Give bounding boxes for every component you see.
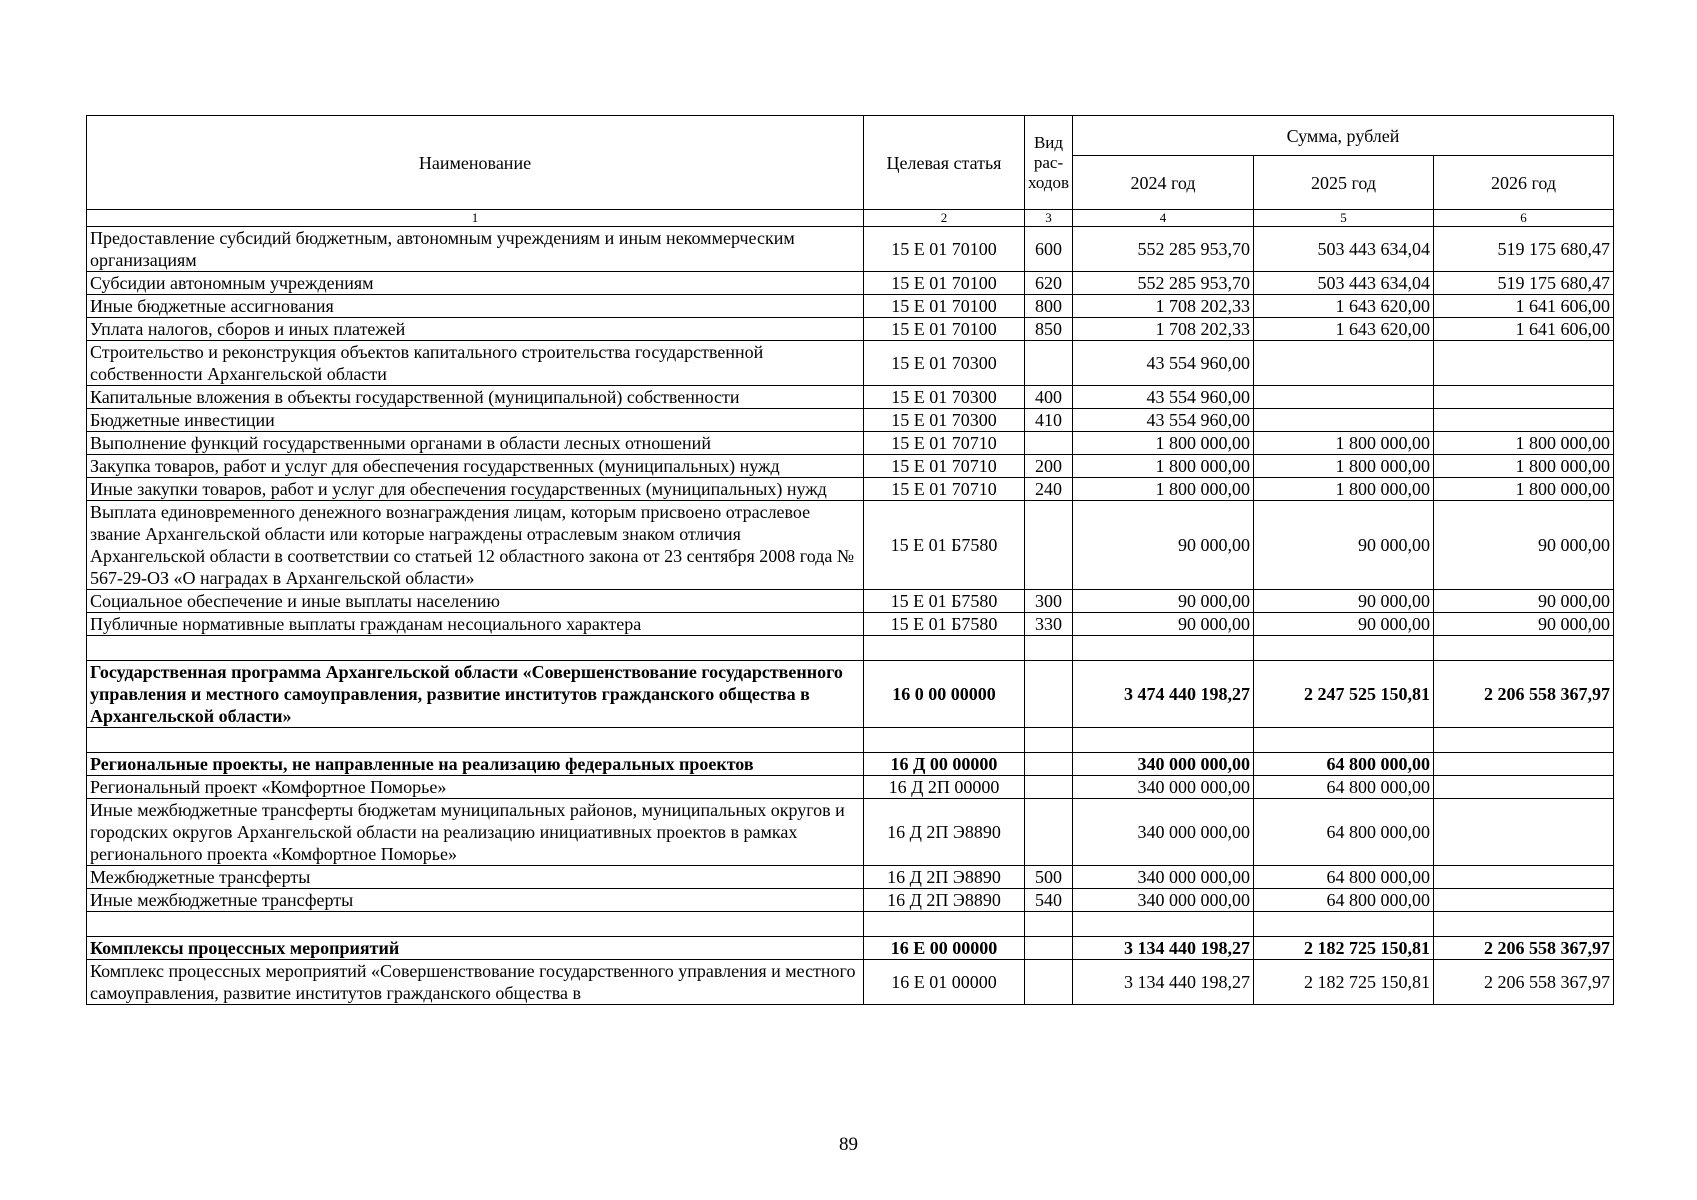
header-year-2024: 2024 год (1073, 156, 1254, 210)
row-sum-2024: 552 285 953,70 (1073, 272, 1254, 295)
row-sum-2025 (1254, 341, 1434, 386)
empty-cell (87, 912, 864, 937)
row-sum-2024: 90 000,00 (1073, 501, 1254, 590)
column-number: 1 (87, 210, 864, 227)
row-sum-2024: 340 000 000,00 (1073, 866, 1254, 889)
row-sum-2026: 519 175 680,47 (1434, 272, 1614, 295)
row-sum-2026: 1 800 000,00 (1434, 455, 1614, 478)
table-row (87, 866, 1614, 889)
row-sum-2024: 90 000,00 (1073, 590, 1254, 613)
row-sum-2026: 90 000,00 (1434, 590, 1614, 613)
row-sum-2024: 90 000,00 (1073, 613, 1254, 636)
row-name: Комплексы процессных мероприятий (87, 937, 864, 960)
row-target-article: 16 Е 01 00000 (864, 960, 1025, 1005)
row-target-article: 15 Е 01 70300 (864, 409, 1025, 432)
table-row (87, 272, 1614, 295)
empty-cell (864, 728, 1025, 753)
table-row (87, 799, 1614, 866)
row-expense-type (1025, 960, 1073, 1005)
column-number: 2 (864, 210, 1025, 227)
row-expense-type (1025, 799, 1073, 866)
row-target-article: 15 Е 01 70100 (864, 227, 1025, 272)
table-row (87, 590, 1614, 613)
row-sum-2024: 340 000 000,00 (1073, 799, 1254, 866)
table-row (87, 937, 1614, 960)
row-expense-type: 620 (1025, 272, 1073, 295)
budget-table (86, 115, 1614, 1005)
header-target-article: Целевая статья (864, 116, 1025, 210)
row-expense-type (1025, 661, 1073, 728)
table-row (87, 753, 1614, 776)
row-sum-2025 (1254, 386, 1434, 409)
table-row (87, 409, 1614, 432)
table-row (87, 501, 1614, 590)
row-expense-type: 500 (1025, 866, 1073, 889)
row-target-article: 16 0 00 00000 (864, 661, 1025, 728)
empty-cell (1025, 912, 1073, 937)
row-expense-type: 300 (1025, 590, 1073, 613)
row-sum-2026 (1434, 753, 1614, 776)
empty-cell (87, 636, 864, 661)
row-sum-2026: 1 641 606,00 (1434, 295, 1614, 318)
header-expense-type: Вид рас-ходов (1025, 116, 1073, 210)
row-target-article: 15 Е 01 70100 (864, 295, 1025, 318)
row-expense-type (1025, 501, 1073, 590)
row-target-article: 15 Е 01 70100 (864, 272, 1025, 295)
row-target-article: 15 Е 01 70300 (864, 386, 1025, 409)
row-sum-2024: 3 474 440 198,27 (1073, 661, 1254, 728)
row-name: Строительство и реконструкция объектов капитального строительства государственной собственности Архангельской области (87, 341, 864, 386)
row-sum-2025: 503 443 634,04 (1254, 227, 1434, 272)
row-name: Публичные нормативные выплаты гражданам несоциального характера (87, 613, 864, 636)
row-sum-2026: 2 206 558 367,97 (1434, 661, 1614, 728)
row-sum-2025: 1 800 000,00 (1254, 432, 1434, 455)
row-target-article: 15 Е 01 70710 (864, 432, 1025, 455)
table-row (87, 341, 1614, 386)
row-target-article: 15 Е 01 70710 (864, 455, 1025, 478)
table-row (87, 889, 1614, 912)
row-sum-2026: 2 206 558 367,97 (1434, 960, 1614, 1005)
row-target-article: 16 Д 2П 00000 (864, 776, 1025, 799)
row-name: Уплата налогов, сборов и иных платежей (87, 318, 864, 341)
row-expense-type: 330 (1025, 613, 1073, 636)
row-sum-2025: 503 443 634,04 (1254, 272, 1434, 295)
row-expense-type: 200 (1025, 455, 1073, 478)
blank-row (87, 912, 1614, 937)
row-sum-2025: 1 800 000,00 (1254, 455, 1434, 478)
row-target-article: 15 Е 01 70710 (864, 478, 1025, 501)
row-sum-2024: 43 554 960,00 (1073, 386, 1254, 409)
empty-cell (864, 912, 1025, 937)
row-expense-type: 800 (1025, 295, 1073, 318)
row-sum-2025: 90 000,00 (1254, 613, 1434, 636)
table-row (87, 776, 1614, 799)
empty-cell (1073, 728, 1254, 753)
row-sum-2024: 3 134 440 198,27 (1073, 960, 1254, 1005)
row-name: Государственная программа Архангельской области «Совершенствование государственного управления и местного самоуправления, развитие институтов гражданского общества в Архангельской области» (87, 661, 864, 728)
empty-cell (1025, 728, 1073, 753)
row-sum-2026 (1434, 776, 1614, 799)
column-number: 3 (1025, 210, 1073, 227)
table-row (87, 295, 1614, 318)
row-target-article: 15 Е 01 Б7580 (864, 613, 1025, 636)
row-sum-2024: 3 134 440 198,27 (1073, 937, 1254, 960)
row-sum-2026: 2 206 558 367,97 (1434, 937, 1614, 960)
row-sum-2025 (1254, 409, 1434, 432)
row-sum-2026 (1434, 889, 1614, 912)
empty-cell (1073, 912, 1254, 937)
row-name: Капитальные вложения в объекты государственной (муниципальной) собственности (87, 386, 864, 409)
row-target-article: 16 Д 2П Э8890 (864, 799, 1025, 866)
row-sum-2025: 64 800 000,00 (1254, 776, 1434, 799)
row-name: Иные закупки товаров, работ и услуг для обеспечения государственных (муниципальных) нужд (87, 478, 864, 501)
row-target-article: 16 Д 2П Э8890 (864, 866, 1025, 889)
table-row (87, 455, 1614, 478)
empty-cell (864, 636, 1025, 661)
row-sum-2025: 90 000,00 (1254, 590, 1434, 613)
row-name: Бюджетные инвестиции (87, 409, 864, 432)
row-target-article: 15 Е 01 70100 (864, 318, 1025, 341)
row-name: Выплата единовременного денежного вознаграждения лицам, которым присвоено отраслевое звание Архангельской области или которые награждены отраслевым знаком отличия Архангельской области в соответствии со статьей 12 областного закона от 23 сентября 2008 года № 567-29-ОЗ «О наградах в Архангельской области» (87, 501, 864, 590)
row-sum-2025: 1 800 000,00 (1254, 478, 1434, 501)
row-sum-2025: 64 800 000,00 (1254, 799, 1434, 866)
row-sum-2026: 90 000,00 (1434, 613, 1614, 636)
column-number: 4 (1073, 210, 1254, 227)
row-expense-type (1025, 341, 1073, 386)
empty-cell (1254, 912, 1434, 937)
row-name: Иные межбюджетные трансферты бюджетам муниципальных районов, муниципальных округов и городских округов Архангельской области на реализацию инициативных проектов в рамках регионального проекта «Комфортное Поморье» (87, 799, 864, 866)
row-name: Иные межбюджетные трансферты (87, 889, 864, 912)
table-row (87, 478, 1614, 501)
empty-cell (1434, 636, 1614, 661)
row-sum-2026: 1 800 000,00 (1434, 432, 1614, 455)
row-name: Выполнение функций государственными органами в области лесных отношений (87, 432, 864, 455)
row-name: Социальное обеспечение и иные выплаты населению (87, 590, 864, 613)
header-year-2026: 2026 год (1434, 156, 1614, 210)
row-target-article: 16 Д 00 00000 (864, 753, 1025, 776)
row-sum-2025: 2 182 725 150,81 (1254, 960, 1434, 1005)
empty-cell (87, 728, 864, 753)
empty-cell (1073, 636, 1254, 661)
row-name: Иные бюджетные ассигнования (87, 295, 864, 318)
row-sum-2026 (1434, 386, 1614, 409)
table-row (87, 318, 1614, 341)
row-sum-2025: 64 800 000,00 (1254, 889, 1434, 912)
row-expense-type: 240 (1025, 478, 1073, 501)
empty-cell (1025, 636, 1073, 661)
row-target-article: 15 Е 01 Б7580 (864, 590, 1025, 613)
row-sum-2025: 2 247 525 150,81 (1254, 661, 1434, 728)
table-row (87, 432, 1614, 455)
row-expense-type: 410 (1025, 409, 1073, 432)
empty-cell (1434, 912, 1614, 937)
row-name: Предоставление субсидий бюджетным, автономным учреждениям и иным некоммерческим организациям (87, 227, 864, 272)
row-sum-2024: 1 800 000,00 (1073, 432, 1254, 455)
row-target-article: 15 Е 01 Б7580 (864, 501, 1025, 590)
table-row (87, 227, 1614, 272)
empty-cell (1254, 728, 1434, 753)
row-sum-2024: 340 000 000,00 (1073, 776, 1254, 799)
page-number: 89 (839, 1134, 858, 1155)
table-row (87, 960, 1614, 1005)
row-sum-2026: 519 175 680,47 (1434, 227, 1614, 272)
empty-cell (1254, 636, 1434, 661)
row-expense-type: 540 (1025, 889, 1073, 912)
row-expense-type (1025, 776, 1073, 799)
row-name: Комплекс процессных мероприятий «Совершенствование государственного управления и местного самоуправления, развитие институтов гражданского общества в (87, 960, 864, 1005)
row-sum-2026: 1 641 606,00 (1434, 318, 1614, 341)
row-sum-2026 (1434, 409, 1614, 432)
row-sum-2024: 552 285 953,70 (1073, 227, 1254, 272)
row-sum-2026: 1 800 000,00 (1434, 478, 1614, 501)
row-expense-type: 600 (1025, 227, 1073, 272)
table-body (87, 227, 1614, 1005)
row-sum-2024: 1 800 000,00 (1073, 478, 1254, 501)
row-target-article: 16 Д 2П Э8890 (864, 889, 1025, 912)
row-expense-type (1025, 937, 1073, 960)
header-sum: Сумма, рублей (1073, 116, 1614, 156)
row-name: Региональный проект «Комфортное Поморье» (87, 776, 864, 799)
row-sum-2025: 1 643 620,00 (1254, 318, 1434, 341)
row-sum-2024: 340 000 000,00 (1073, 889, 1254, 912)
row-sum-2026 (1434, 866, 1614, 889)
row-target-article: 16 Е 00 00000 (864, 937, 1025, 960)
empty-cell (1434, 728, 1614, 753)
row-sum-2026 (1434, 799, 1614, 866)
row-sum-2024: 43 554 960,00 (1073, 341, 1254, 386)
row-sum-2025: 64 800 000,00 (1254, 753, 1434, 776)
row-sum-2024: 43 554 960,00 (1073, 409, 1254, 432)
row-expense-type (1025, 432, 1073, 455)
row-name: Закупка товаров, работ и услуг для обеспечения государственных (муниципальных) нужд (87, 455, 864, 478)
row-expense-type (1025, 753, 1073, 776)
row-name: Субсидии автономным учреждениям (87, 272, 864, 295)
row-sum-2025: 1 643 620,00 (1254, 295, 1434, 318)
blank-row (87, 636, 1614, 661)
row-sum-2024: 340 000 000,00 (1073, 753, 1254, 776)
row-sum-2026 (1434, 341, 1614, 386)
table-row (87, 613, 1614, 636)
header-name: Наименование (87, 116, 864, 210)
column-number: 6 (1434, 210, 1614, 227)
row-sum-2024: 1 800 000,00 (1073, 455, 1254, 478)
row-sum-2025: 90 000,00 (1254, 501, 1434, 590)
row-expense-type: 850 (1025, 318, 1073, 341)
header-year-2025: 2025 год (1254, 156, 1434, 210)
row-sum-2024: 1 708 202,33 (1073, 295, 1254, 318)
row-name: Межбюджетные трансферты (87, 866, 864, 889)
row-sum-2025: 64 800 000,00 (1254, 866, 1434, 889)
row-sum-2024: 1 708 202,33 (1073, 318, 1254, 341)
row-sum-2025: 2 182 725 150,81 (1254, 937, 1434, 960)
column-number: 5 (1254, 210, 1434, 227)
blank-row (87, 728, 1614, 753)
row-target-article: 15 Е 01 70300 (864, 341, 1025, 386)
row-name: Региональные проекты, не направленные на реализацию федеральных проектов (87, 753, 864, 776)
table-row (87, 386, 1614, 409)
table-row (87, 661, 1614, 728)
row-sum-2026: 90 000,00 (1434, 501, 1614, 590)
row-expense-type: 400 (1025, 386, 1073, 409)
